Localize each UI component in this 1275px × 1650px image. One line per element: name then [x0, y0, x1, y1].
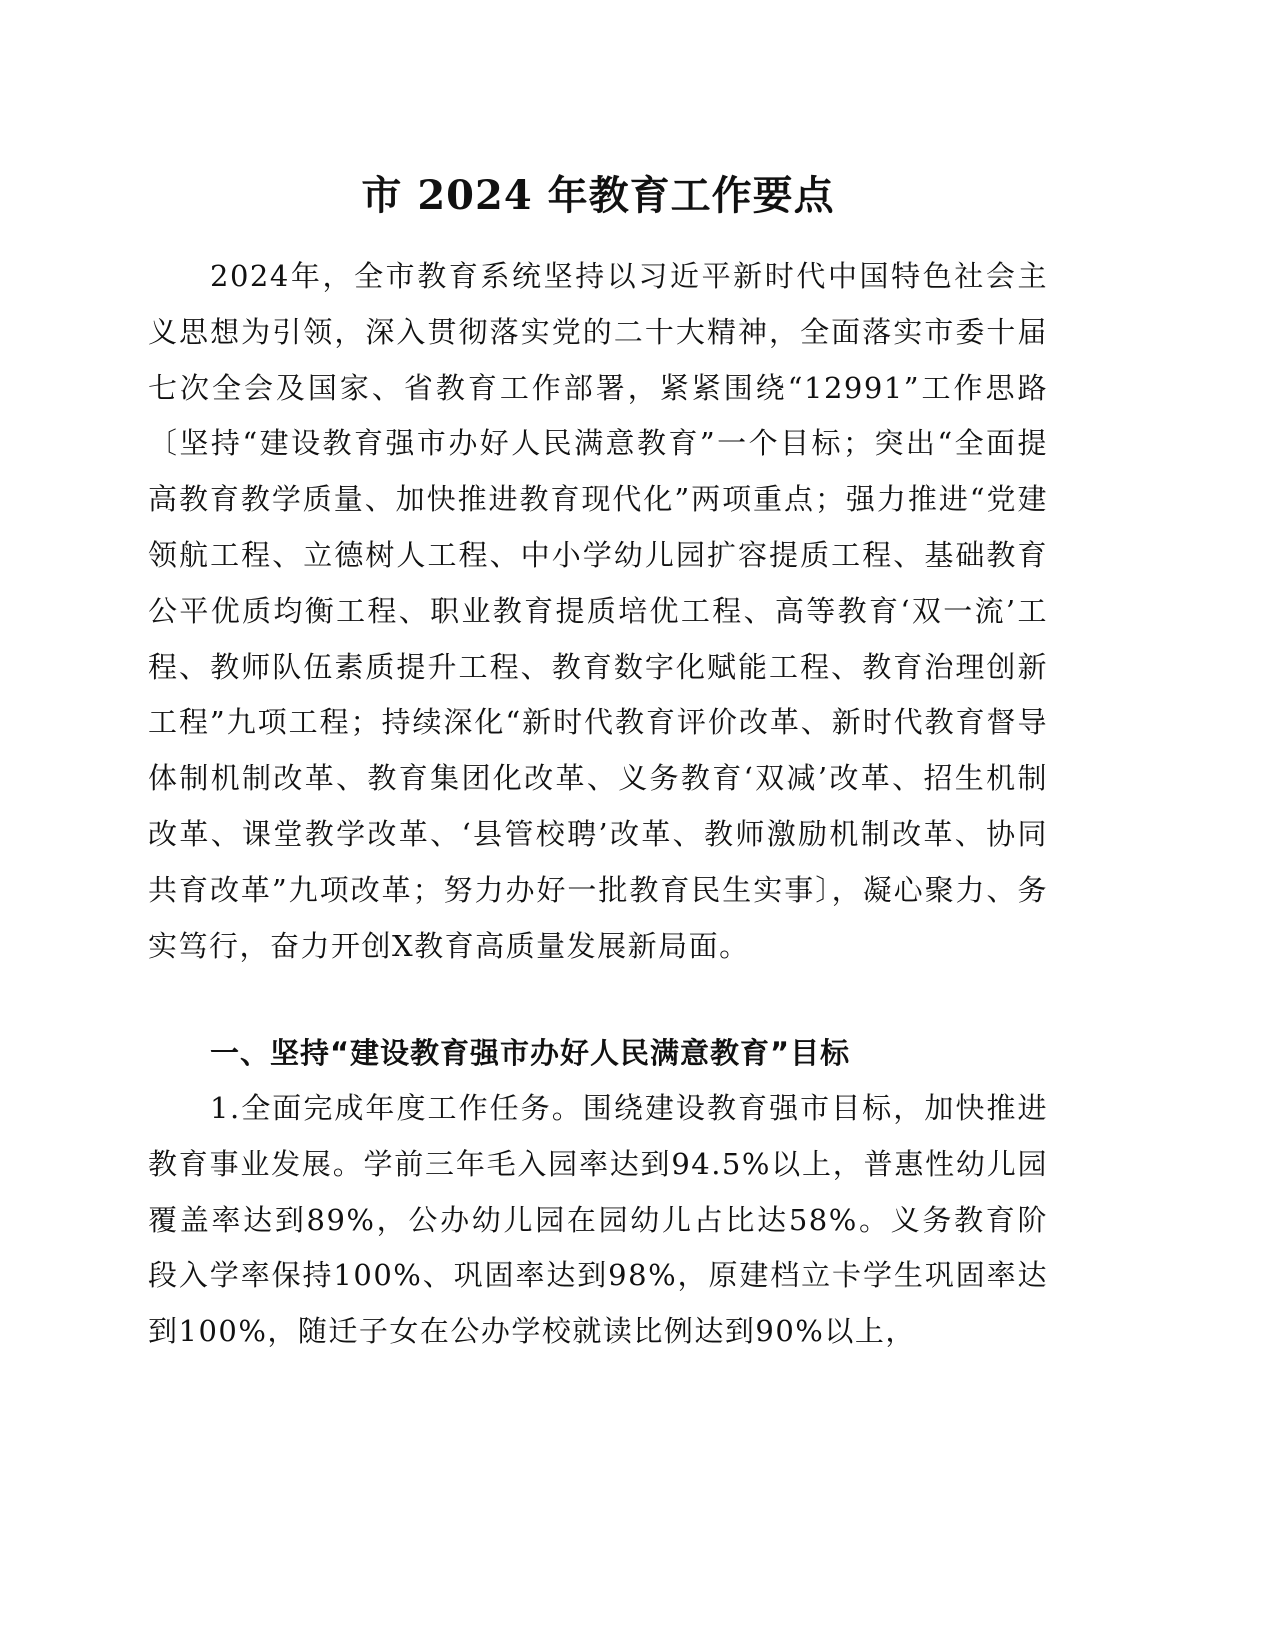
intro-paragraph: 2024年，全市教育系统坚持以习近平新时代中国特色社会主义思想为引领，深入贯彻落实党的二十大精神，全面落实市委十届七次全会及国家、省教育工作部署，紧紧围绕“12991”工作思路〔坚持“建设教育强市办好人民满意教育”一个目标；突出“全面提高教育教学质量、加快推进教育现代化”两项重点；强力推进“党建领航工程、立德树人工程、中小学幼儿园扩容提质工程、基础教育公平优质均衡工程、职业教育提质培优工程、高等教育‘双一流’工程、教师队伍素质提升工程、教育数字化赋能工程、教育治理创新工程”九项工程；持续深化“新时代教育评价改革、新时代教育督导体制机制改革、教育集团化改革、义务教育‘双减’改革、招生机制改革、课堂教学改革、‘县管校聘’改革、教师激励机制改革、协同共育改革”九项改革；努力办好一批教育民生实事〕，凝心聚力、务实笃行，奋力开创X教育高质量发展新局面。	[148, 259, 1048, 963]
page-title: 市 2024 年教育工作要点	[361, 172, 835, 219]
section-heading-1: 一、坚持“建设教育强市办好人民满意教育”目标	[210, 1036, 851, 1070]
document-page	[148, 0, 1048, 1650]
item-paragraph-1: 1.全面完成年度工作任务。围绕建设教育强市目标，加快推进教育事业发展。学前三年毛入园率达到94.5%以上，普惠性幼儿园覆盖率达到89%，公办幼儿园在园幼儿占比达58%。义务教育阶段入学率保持100%、巩固率达到98%，原建档立卡学生巩固率达到100%，随迁子女在公办学校就读比例达到90%以上，	[148, 1091, 1048, 1349]
